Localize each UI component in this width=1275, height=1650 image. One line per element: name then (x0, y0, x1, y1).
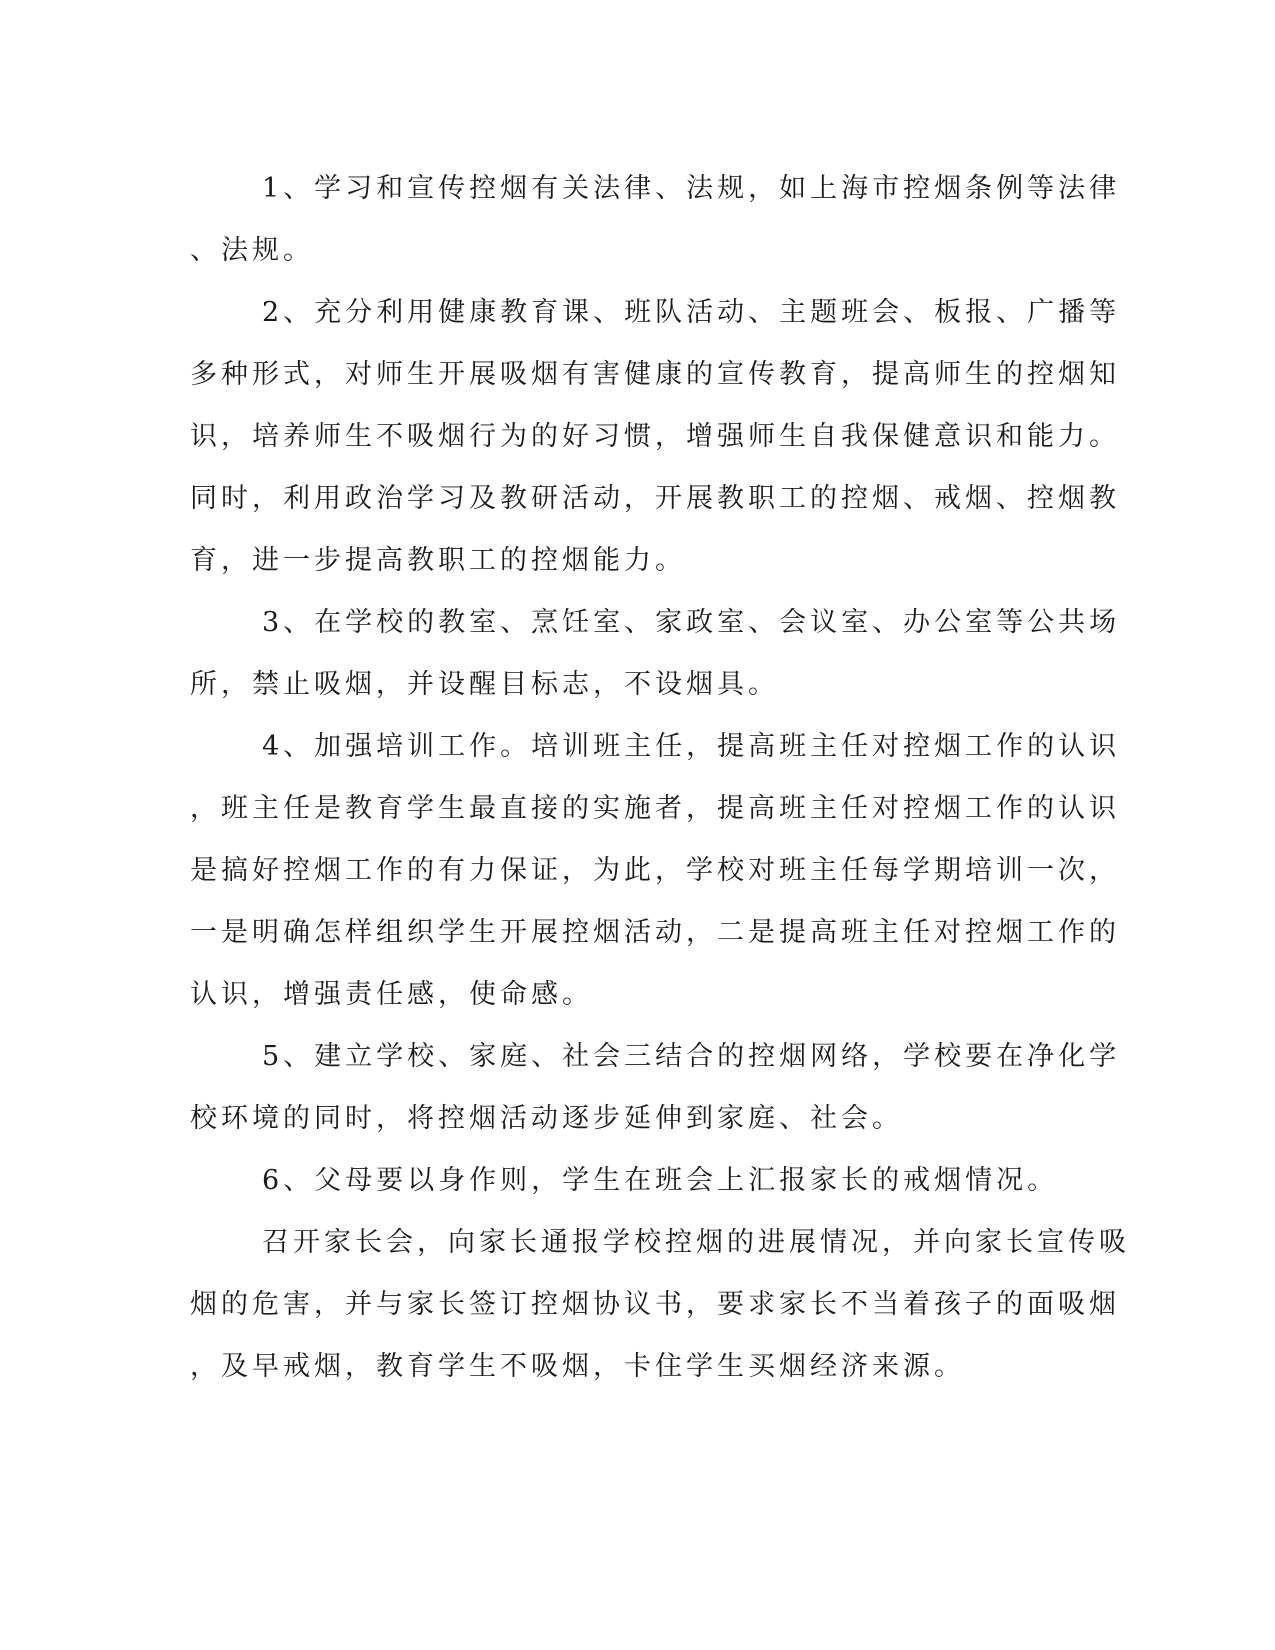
paragraph-4 (190, 716, 1121, 1026)
text-line: 4、加强培训工作。培训班主任，提高班主任对控烟工作的认识 (262, 731, 1121, 762)
text-line: 召开家长会，向家长通报学校控烟的进展情况，并向家长宣传吸 (262, 1227, 1130, 1258)
text-line: 多种形式，对师生开展吸烟有害健康的宣传教育，提高师生的控烟知 (190, 359, 1120, 390)
text-line: 3、在学校的教室、烹饪室、家政室、会议室、办公室等公共场 (262, 607, 1121, 638)
text-line: 烟的危害，并与家长签订控烟协议书，要求家长不当着孩子的面吸烟 (190, 1289, 1120, 1320)
text-line: ，及早戒烟，教育学生不吸烟，卡住学生买烟经济来源。 (190, 1351, 965, 1382)
text-line: ，班主任是教育学生最直接的实施者，提高班主任对控烟工作的认识 (190, 793, 1120, 824)
text-line: 一是明确怎样组织学生开展控烟活动，二是提高班主任对控烟工作的 (190, 917, 1120, 948)
paragraph-3 (190, 592, 1121, 716)
text-line: 5、建立学校、家庭、社会三结合的控烟网络，学校要在净化学 (262, 1041, 1121, 1072)
paragraph-1 (190, 158, 1121, 282)
text-line: 认识，增强责任感，使命感。 (190, 979, 593, 1010)
text-line: 识，培养师生不吸烟行为的好习惯，增强师生自我保健意识和能力。 (190, 421, 1120, 452)
text-line: 育，进一步提高教职工的控烟能力。 (190, 545, 686, 576)
text-line: 同时，利用政治学习及教研活动，开展教职工的控烟、戒烟、控烟教 (190, 483, 1120, 514)
paragraph-6 (190, 1150, 1080, 1212)
paragraph-2 (190, 282, 1121, 592)
document-body (190, 158, 1130, 1398)
paragraph-7 (190, 1212, 1130, 1398)
text-line: 6、父母要以身作则，学生在班会上汇报家长的戒烟情况。 (262, 1165, 1059, 1196)
paragraph-5 (190, 1026, 1121, 1150)
text-line: 1、学习和宣传控烟有关法律、法规，如上海市控烟条例等法律 (262, 173, 1121, 204)
text-line: 、法规。 (190, 235, 314, 266)
text-line: 是搞好控烟工作的有力保证，为此，学校对班主任每学期培训一次， (190, 855, 1120, 886)
text-line: 所，禁止吸烟，并设醒目标志，不设烟具。 (190, 669, 779, 700)
text-line: 校环境的同时，将控烟活动逐步延伸到家庭、社会。 (190, 1103, 903, 1134)
text-line: 2、充分利用健康教育课、班队活动、主题班会、板报、广播等 (262, 297, 1121, 328)
